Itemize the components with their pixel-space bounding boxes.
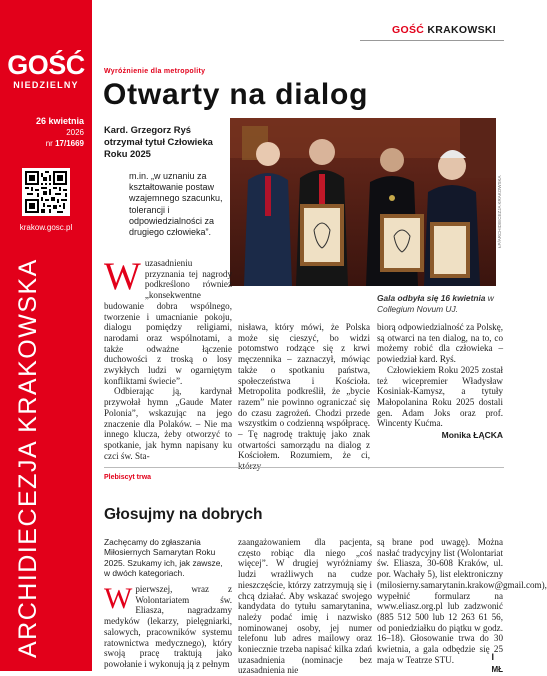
logo-main-text: GOŚĆ xyxy=(7,50,85,80)
article-column-3 xyxy=(377,322,503,441)
photo-caption xyxy=(377,293,501,314)
section-divider xyxy=(104,467,504,468)
issue-year: 2026 xyxy=(66,128,84,137)
article2-kicker: Plebiscyt trwa xyxy=(104,474,152,481)
section-vertical-title: ARCHIDIECEZJA KRAKOWSKA xyxy=(14,258,42,658)
column-1-paragraph-2: Odbierając ją, kardynał przywołał hymn „Gaude Mater Polonia”, wskazując na jego znaczenie dla Polaków. – Nie ma innego klucza, żeby otworzyć to spotkanie, jak hymn napisany ku czci św. Sta- xyxy=(104,386,232,461)
column-1-paragraph-1: uzasadnieniu przyznania tej nagrody podkreślono również „konsekwentne budowanie dobra wspólnego, tworzenie i umacnianie pokoju, dialogu pomiędzy religiami, narodami oraz wspólnotami, a także odważne łączenie duchowości z troską o losy zwykłych ludzi w ogarniętym konfliktami świecie”. xyxy=(104,258,232,386)
article2-column-2 xyxy=(238,537,372,676)
brand-black-text: KRAKOWSKI xyxy=(427,24,496,36)
issue-prefix: nr xyxy=(45,139,53,148)
issue-info xyxy=(8,116,84,149)
photo-credit: ŁP/ARCHIDIECEZJA KRAKOWSKA xyxy=(497,175,502,248)
drop-cap-2: W xyxy=(104,582,133,615)
gala-photo-illustration xyxy=(230,118,496,286)
issue-number: 17/1669 xyxy=(55,139,84,148)
article2-column-1-text: pierwszej, wraz z Wolontariatem św. Eliasza, nagradzamy medyków (lekarzy, pielęgniarki, salowych, pracowników systemu ratownictwa medycznego), który swoją pracę traktują jako powołanie i wykonują ją z pełnym xyxy=(104,584,232,669)
column-3-paragraph-2: Człowiekiem Roku 2025 został też wicepremier Władysław Kosiniak-Kamysz, a tytuły Małopolanina Roku 2025 dostali gen. Adam Joks oraz prof. Wincenty Kućma. xyxy=(377,364,503,429)
gosc-niedzielny-logo xyxy=(0,52,92,90)
gala-photo xyxy=(230,118,496,286)
article-column-2 xyxy=(238,322,370,472)
drop-cap: W xyxy=(104,255,141,298)
issue-date: 26 kwietnia xyxy=(35,116,84,126)
article-lead-head: Kard. Grzegorz Ryś otrzymał tytuł Człowieka Roku 2025 xyxy=(104,124,213,159)
qr-code-icon xyxy=(25,171,67,213)
article2-title: Głosujmy na dobrych xyxy=(104,506,263,523)
article-lead-body: m.in. „w uznaniu za kształtowanie postaw wzajemnego szacunku, tolerancji i odpowiedzialności za drugiego człowieka”. xyxy=(129,171,223,238)
article2-column-3 xyxy=(377,537,547,676)
article2-column-2-text: zaangażowaniem dla pacjenta, często robiąc dla niego „coś więcej”. W drugiej wyróżniamy ludzi wrażliwych na cudze nieszczęście, którzy zatrzymują się i chcą działać. Aby wskazać swojego kandydata do tytułu samarytanina, należy podać imię i nazwisko nominowanej osoby, jej numer telefonu lub adres mailowy oraz koniecznie trzeba napisać kilka zdań uzasadnienia (nominacje bez uzasadnienia nie xyxy=(238,537,372,676)
issue-number-line xyxy=(8,138,84,149)
article-title: Otwarty na dialog xyxy=(103,78,369,111)
brand-red-text: GOŚĆ xyxy=(392,24,425,36)
website-link[interactable]: krakow.gosc.pl xyxy=(19,223,73,232)
caption-rest: w Collegium Novum UJ. xyxy=(377,293,494,314)
author-signature: Monika ŁĄCKA xyxy=(441,430,503,441)
page-number: I xyxy=(491,652,494,662)
column-3-paragraph-1: biorą odpowiedzialność za Polskę, są otwarci na ten dialog, na to, co możemy robić dla człowieka – powiedział kard. Ryś. xyxy=(377,322,503,365)
qr-code[interactable] xyxy=(22,168,70,216)
gosc-krakowski-brand xyxy=(392,24,496,36)
header-rule xyxy=(360,40,504,41)
article2-lead: Zachęcamy do zgłaszania Miłosiernych Samarytan Roku 2025. Szukamy ich, jak zawsze, w dwóch kategoriach. xyxy=(104,537,223,579)
logo-sub-text: NIEDZIELNY xyxy=(13,80,79,90)
caption-bold: Gala odbyła się 16 kwietnia xyxy=(377,293,486,303)
article-column-1 xyxy=(104,255,232,461)
article2-column-1 xyxy=(104,584,232,670)
article-kicker: Wyróżnienie dla metropolity xyxy=(104,68,206,75)
column-2-paragraph: nisława, który mówi, że Polska może się cieszyć, bo widzi potomstwo rodzące się z krwi męczennika – zaznaczył, mówiąc także o spotkaniu państwa, społeczeństwa i Kościoła. Metropolita podkreślił, że „bycie razem” nie powinno ograniczać się do czasu zagrożeń. Chodzi przede wszystkim o codzienną współpracę. – Tę nagrodę traktuję jako znak otwartości samorządu na dialog z Kościołem. Rozumiem, że ci, xyxy=(238,322,370,461)
article2-column-3-text: są brane pod uwagę). Można nasłać tradycyjny list (Wolontariat św. Eliasza, 30-608 Kraków, ul. por. Wachały 5), list elektroniczny (milosierny.samarytanin.krakow@gmail.com), wypełnić formularz na www.eliasz.org.pl lub zadzwonić (885 512 500 lub 12 263 61 56, od poniedziałku do piątku w godz. 16–18). Głosowanie trwa do 30 kwietnia, a gala odbędzie się 25 maja w Teatrze STU. xyxy=(377,537,547,665)
article2-signature: MŁ xyxy=(491,665,503,675)
red-sidebar xyxy=(0,0,92,671)
